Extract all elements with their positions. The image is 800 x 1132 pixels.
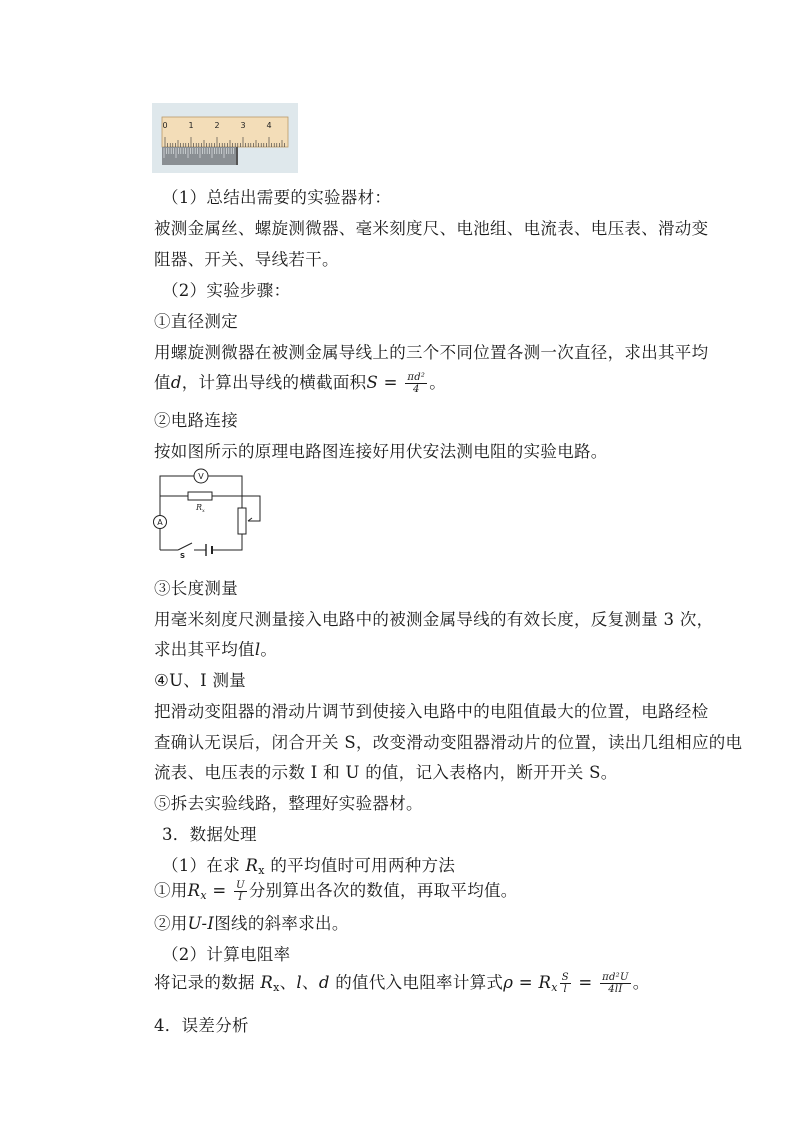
frac-denominator: 4lI xyxy=(608,984,623,995)
text: 将记录的数据 xyxy=(154,973,261,992)
step1-line-1: 用螺旋测微器在被测金属导线上的三个不同位置各测一次直径，求出其平均 xyxy=(154,343,709,362)
sub-x: x xyxy=(200,889,207,902)
var-R: R xyxy=(538,973,552,992)
equals: = xyxy=(513,973,539,992)
sub-x: x xyxy=(551,981,558,994)
resistor-sub: x xyxy=(202,508,205,514)
frac-denominator: I xyxy=(238,892,243,903)
frac-numerator: U xyxy=(236,880,245,891)
method1-line xyxy=(154,880,518,907)
var-UI: U-I xyxy=(187,914,215,933)
step5-line: ⑤拆去实验线路，整理好实验器材。 xyxy=(154,794,423,813)
equals: = xyxy=(206,881,233,900)
step3-title: ③长度测量 xyxy=(154,579,238,598)
var-S: S xyxy=(366,373,379,392)
text: ，计算出导线的横截面积 xyxy=(181,373,367,392)
var-l: l xyxy=(254,640,261,659)
s-over-l-fraction xyxy=(560,972,571,995)
step3-line-1: 用毫米刻度尺测量接入电路中的被测金属导线的有效长度，反复测量 3 次， xyxy=(154,610,714,629)
sub-x: x xyxy=(258,864,265,877)
ruler-illustration xyxy=(152,103,298,173)
text: 求出其平均值 xyxy=(154,640,255,659)
voltmeter-label: V xyxy=(198,472,204,481)
step4-title: ④U、I 测量 xyxy=(154,671,247,690)
resistor-label: R xyxy=(196,503,203,512)
text: ②用 xyxy=(154,914,188,933)
period: 。 xyxy=(429,373,447,392)
text: 图线的斜率求出。 xyxy=(214,914,349,933)
text: 值 xyxy=(154,373,171,392)
ruler-label-0: 0 xyxy=(162,121,168,130)
text: 的平均值时可用两种方法 xyxy=(264,856,456,875)
section4-title: 4．误差分析 xyxy=(154,1016,249,1035)
step4-line-3: 流表、电压表的示数 I 和 U 的值，记入表格内，断开开关 S。 xyxy=(154,763,618,782)
text: （1）在求 xyxy=(162,856,246,875)
step2-body: 按如图所示的原理电路图连接好用伏安法测电阻的实验电路。 xyxy=(154,442,608,461)
step1-title: ①直径测定 xyxy=(154,312,238,331)
equipment-line-1: 被测金属丝、螺旋测微器、毫米刻度尺、电池组、电流表、电压表、滑动变 xyxy=(154,219,709,238)
sub-x: x xyxy=(273,981,280,994)
step4-line-1: 把滑动变阻器的滑动片调节到使接入电路中的电阻值最大的位置，电路经检 xyxy=(154,702,709,721)
ruler-label-4: 4 xyxy=(266,121,272,130)
section-steps-title: （2）实验步骤： xyxy=(162,281,291,300)
period: 。 xyxy=(260,640,278,659)
ruler-figure xyxy=(152,103,298,173)
resistivity-line xyxy=(154,972,650,999)
sep: 、 xyxy=(302,973,319,992)
var-R: R xyxy=(187,881,201,900)
frac-numerator: S xyxy=(561,972,569,983)
svg-text:Rx xyxy=(195,503,205,514)
var-d: d xyxy=(170,373,182,392)
step3-line-2 xyxy=(154,639,277,661)
frac-numerator: πd² xyxy=(407,372,426,383)
text: 的值代入电阻率计算式 xyxy=(329,973,504,992)
period: 。 xyxy=(632,973,650,992)
ruler-label-1: 1 xyxy=(188,121,194,130)
section3-1-line xyxy=(162,855,455,882)
method2-line xyxy=(154,913,349,935)
step1-line-2 xyxy=(154,372,446,395)
resistivity-fraction xyxy=(600,972,631,995)
equipment-line-2: 阻器、开关、导线若干。 xyxy=(154,250,339,269)
var-rho: ρ xyxy=(503,973,514,992)
sep: 、 xyxy=(279,973,297,992)
ruler-label-3: 3 xyxy=(240,121,246,130)
var-l: l xyxy=(296,973,302,992)
equals: = xyxy=(572,973,599,992)
section-equipment-title: （1）总结出需要的实验器材： xyxy=(162,188,392,207)
step2-title: ②电路连接 xyxy=(154,411,238,430)
frac-numerator: πd²U xyxy=(602,972,629,983)
circuit-svg xyxy=(152,466,274,558)
area-fraction xyxy=(405,372,427,395)
frac-denominator: 4 xyxy=(412,384,420,395)
ruler-label-2: 2 xyxy=(214,121,220,130)
section3-title: 3．数据处理 xyxy=(162,825,257,844)
step4-line-2: 查确认无误后，闭合开关 S，改变滑动变阻器滑动片的位置，读出几组相应的电 xyxy=(154,733,743,752)
var-d: d xyxy=(318,973,330,992)
circuit-diagram xyxy=(152,466,274,558)
equals: = xyxy=(378,373,404,392)
ammeter-label: A xyxy=(157,518,163,527)
switch-label: S xyxy=(180,552,186,558)
text: ①用 xyxy=(154,881,188,900)
text: 分别算出各次的数值，再取平均值。 xyxy=(248,881,518,900)
ohm-fraction xyxy=(234,880,247,903)
section3-2-title: （2）计算电阻率 xyxy=(162,945,291,964)
var-R: R xyxy=(245,856,259,875)
var-R: R xyxy=(260,973,274,992)
frac-denominator: l xyxy=(563,984,568,995)
